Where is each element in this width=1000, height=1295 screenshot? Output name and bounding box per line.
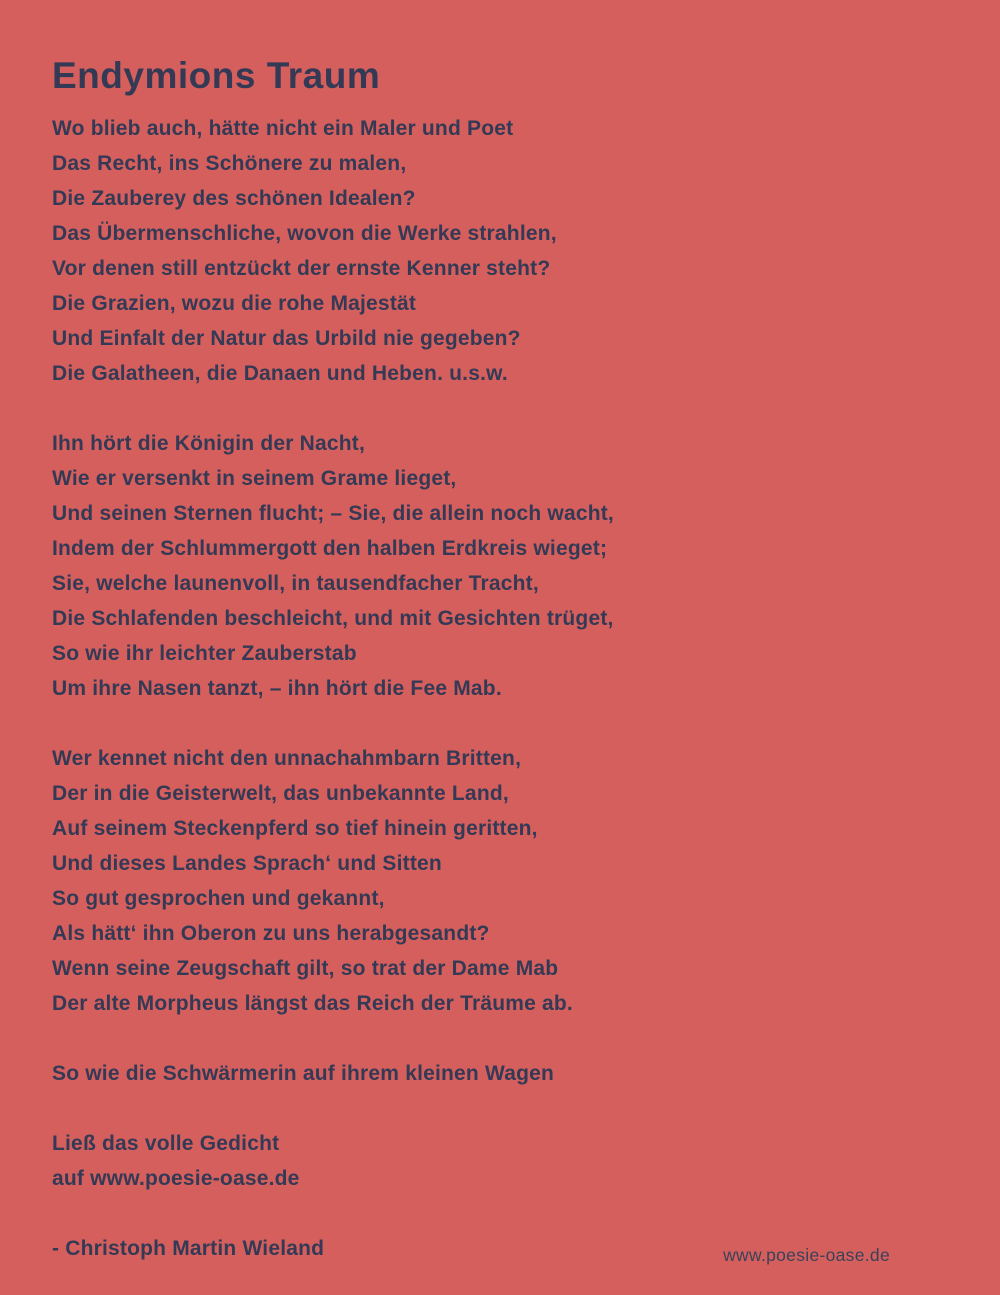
poem-stanza [52, 1126, 960, 1196]
poem-stanza [52, 111, 960, 391]
poem-line: Und dieses Landes Sprach‘ und Sitten [52, 852, 442, 875]
poem-line: auf www.poesie-oase.de [52, 1167, 300, 1190]
poem-line: Der in die Geisterwelt, das unbekannte Land, [52, 782, 509, 805]
poem-line: Und seinen Sternen flucht; – Sie, die allein noch wacht, [52, 502, 614, 525]
poem-line: Als hätt‘ ihn Oberon zu uns herabgesandt? [52, 922, 490, 945]
poem-line: Die Schlafenden beschleicht, und mit Gesichten trüget, [52, 607, 614, 630]
poem-line: Der alte Morpheus längst das Reich der Träume ab. [52, 992, 573, 1015]
poem-line: Die Zauberey des schönen Idealen? [52, 187, 416, 210]
poem-title: Endymions Traum [52, 55, 381, 96]
poem-line: Die Galatheen, die Danaen und Heben. u.s.w. [52, 362, 508, 385]
poem-line: Das Recht, ins Schönere zu malen, [52, 152, 407, 175]
poem-stanza [52, 741, 960, 1021]
poem-line: Und Einfalt der Natur das Urbild nie gegeben? [52, 327, 521, 350]
poem-line: Um ihre Nasen tanzt, – ihn hört die Fee Mab. [52, 677, 502, 700]
poem-author: - Christoph Martin Wieland [52, 1237, 325, 1260]
poem-line: Die Grazien, wozu die rohe Majestät [52, 292, 417, 315]
poem-line: Wo blieb auch, hätte nicht ein Maler und Poet [52, 117, 514, 140]
poem-stanza [52, 1056, 960, 1091]
poem-line: So wie die Schwärmerin auf ihrem kleinen Wagen [52, 1062, 555, 1085]
poem-line: Ihn hört die Königin der Nacht, [52, 432, 366, 455]
poem-line: Sie, welche launenvoll, in tausendfacher Tracht, [52, 572, 539, 595]
poem-line: Vor denen still entzückt der ernste Kenner steht? [52, 257, 551, 280]
poem-line: Ließ das volle Gedicht [52, 1132, 280, 1155]
poem-line: So wie ihr leichter Zauberstab [52, 642, 357, 665]
poem-line: Indem der Schlummergott den halben Erdkreis wieget; [52, 537, 608, 560]
poem-line: Auf seinem Steckenpferd so tief hinein geritten, [52, 817, 538, 840]
poem-line: Wie er versenkt in seinem Grame lieget, [52, 467, 457, 490]
poem-line: Wenn seine Zeugschaft gilt, so trat der Dame Mab [52, 957, 559, 980]
poem-content [52, 55, 960, 1266]
site-watermark: www.poesie-oase.de [723, 1245, 890, 1265]
poem-stanzas [52, 111, 960, 1196]
poem-line: Das Übermenschliche, wovon die Werke strahlen, [52, 222, 557, 245]
poem-stanza [52, 426, 960, 706]
poem-line: Wer kennet nicht den unnachahmbarn Britten, [52, 747, 522, 770]
poem-line: So gut gesprochen und gekannt, [52, 887, 385, 910]
